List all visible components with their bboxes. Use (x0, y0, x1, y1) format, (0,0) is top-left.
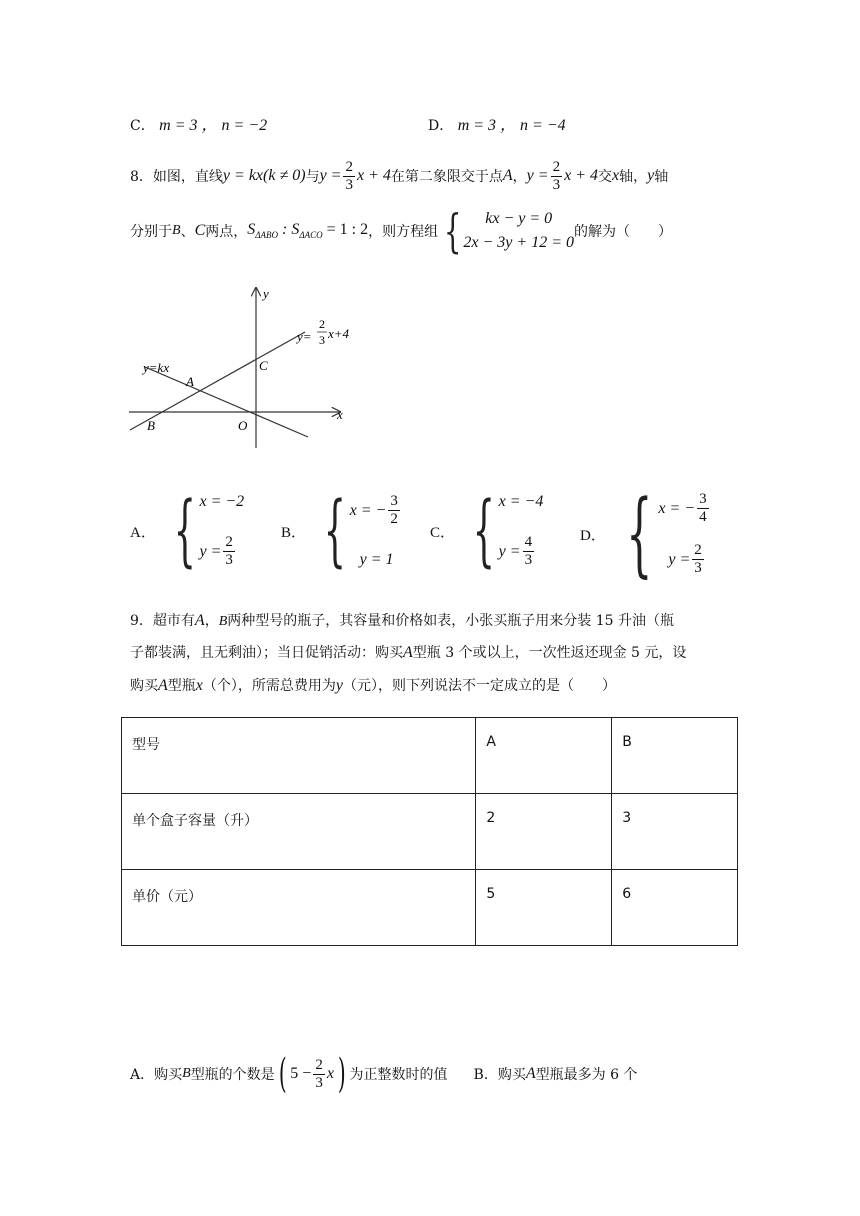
stem-text: 两点， (205, 224, 248, 240)
option-text: 型瓶最多为 6 个 (535, 1067, 638, 1083)
table-cell: 2 (476, 794, 612, 870)
table-cell: 6 (612, 870, 738, 946)
area-ratio-value: = 1 : 2 (322, 221, 369, 239)
line-label-rhs: x+4 (328, 326, 350, 341)
bottle-table (121, 717, 738, 946)
fraction (313, 1057, 325, 1092)
table-row (122, 718, 738, 794)
stem-text: 购买 (130, 678, 158, 694)
point-b-label: B (147, 418, 155, 433)
fraction-num: 4 (524, 534, 533, 550)
table-row (122, 870, 738, 946)
equation: kx − y = 0 (485, 210, 553, 227)
option-label: A． (130, 524, 156, 541)
area-ratio (247, 221, 368, 240)
table-cell: 3 (612, 794, 738, 870)
math-var: x (326, 1065, 334, 1082)
math-var: B (218, 614, 228, 629)
option-x: x = −2 (199, 493, 245, 510)
point-label: B (172, 223, 181, 238)
option-x (658, 491, 710, 526)
stem-text: 子都装满，且无剩油）；当日促销活动：购买 (130, 645, 403, 661)
q9-stem-line1 (130, 610, 674, 630)
fraction-den: 3 (524, 552, 533, 568)
q8-option-b (281, 486, 402, 576)
fraction-den: 3 (552, 176, 561, 193)
option-text: m = 3 ， n = −4 (457, 117, 566, 134)
stem-text: ， (204, 613, 219, 629)
q7-option-d (428, 112, 566, 135)
option-label: D． (428, 118, 454, 134)
equation-system (438, 204, 574, 258)
table-cell: 单个盒子容量（升） (122, 794, 476, 870)
right-paren-icon: ) (337, 1051, 346, 1097)
option-x: x = −4 (498, 493, 544, 510)
stem-text: （个），所需总费用为 (202, 678, 336, 694)
q8-option-c (430, 486, 544, 576)
brace-icon: { (443, 204, 462, 258)
q9-stem-line3 (130, 675, 616, 695)
option-x-lhs: x = − (349, 501, 387, 519)
fraction-num: 3 (699, 491, 707, 507)
fraction-num: 2 (225, 534, 233, 550)
option-y (658, 542, 710, 577)
stem-text: 、 (180, 224, 195, 240)
point-label: C (194, 222, 206, 239)
line-label-den: 3 (319, 333, 325, 347)
stem-text: 交 (597, 169, 612, 185)
math-var: y (647, 167, 655, 184)
line-2-3x-plus-4 (130, 332, 305, 430)
stem-text: 轴， (619, 169, 648, 185)
area-sub: ΔACO (299, 230, 323, 241)
fraction (692, 542, 704, 577)
area-symbol: : S (278, 221, 300, 239)
option-y-lhs: y = (498, 542, 521, 560)
math-var: x (195, 677, 203, 694)
kx-label: y=kx (143, 360, 170, 375)
math-expr: y = kx(k ≠ 0) (222, 167, 306, 184)
stem-text: 9．超市有 (130, 613, 195, 629)
table-row (122, 794, 738, 870)
brace-icon: { (625, 480, 653, 587)
math-var: B (182, 1066, 191, 1081)
option-text: B．购买 (473, 1067, 526, 1083)
fraction-num: 2 (552, 158, 561, 175)
fraction (388, 493, 400, 528)
fraction (551, 159, 563, 194)
stem-text: 与 (305, 169, 320, 185)
option-y (199, 534, 244, 569)
line-kx (145, 367, 308, 437)
fraction-num: 2 (345, 158, 353, 175)
brace-icon: { (173, 486, 196, 576)
math-var: A (525, 1065, 536, 1082)
option-y: y = 1 (359, 551, 394, 568)
stem-text: 如图，直线 (152, 169, 223, 185)
table-cell: 单价（元） (122, 870, 476, 946)
option-label: B． (281, 524, 307, 541)
option-y-lhs: y = (199, 542, 222, 560)
option-x (350, 493, 402, 528)
table-cell: A (476, 718, 612, 794)
fraction (223, 534, 235, 569)
stem-text: 型瓶 3 个或以上，一次性返还现金 5 元，设 (412, 645, 687, 661)
fraction-den: 2 (390, 511, 398, 527)
fraction (343, 159, 355, 194)
left-paren-icon: ( (278, 1051, 287, 1097)
math-expr: y = (319, 167, 342, 184)
option-label: D． (580, 527, 606, 544)
brace-icon: { (472, 486, 496, 576)
point-c-label: C (259, 358, 268, 373)
fraction-den: 3 (315, 1074, 323, 1091)
fraction-num: 3 (390, 493, 398, 509)
fraction-num: 2 (694, 542, 702, 558)
coordinate-figure (125, 280, 365, 455)
option-text: m = 3 ， n = −2 (159, 117, 268, 134)
fraction (697, 491, 709, 526)
math-expr: 5 − (290, 1065, 312, 1082)
q7-option-c (130, 112, 267, 135)
question-number: 8． (130, 169, 153, 185)
option-label: C． (130, 118, 155, 134)
q9-option-a (130, 1052, 637, 1096)
stem-text: 两种型号的瓶子，其容量和价格如表，小张买瓶子用来分装 15 升油（瓶 (227, 613, 674, 629)
q8-stem-line2 (130, 206, 672, 256)
math-expr: x + 4 (356, 167, 391, 184)
fraction-num: 2 (315, 1056, 323, 1073)
stem-text: ，则方程组 (368, 224, 439, 240)
table-cell: 5 (476, 870, 612, 946)
equation: 2x − 3y + 12 = 0 (463, 234, 574, 251)
table-cell: B (612, 718, 738, 794)
option-text: A．购买 (130, 1067, 183, 1083)
math-expr: y = (526, 167, 549, 184)
fraction-den: 3 (345, 176, 353, 193)
q8-option-a (130, 486, 245, 576)
stem-text: 分别于 (130, 224, 172, 240)
point-a-label: A (186, 374, 194, 389)
option-text: 为正整数时的值 (349, 1067, 448, 1083)
stem-text: 轴 (654, 169, 669, 185)
origin-label: O (238, 418, 248, 433)
table-cell: 型号 (122, 718, 476, 794)
fraction (523, 534, 535, 569)
brace-icon: { (323, 486, 347, 576)
line-label-num: 2 (319, 317, 325, 331)
stem-text: ， (512, 169, 527, 185)
option-text: 型瓶的个数是 (190, 1067, 275, 1083)
q9-stem-line2 (130, 642, 686, 662)
math-var: A (158, 677, 168, 694)
fraction-den: 4 (699, 509, 707, 525)
fraction-den: 3 (694, 560, 702, 576)
option-y (499, 534, 544, 569)
option-x-lhs: x = − (658, 499, 696, 517)
line-label-lhs: y= (297, 329, 312, 344)
stem-text: （元），则下列说法不一定成立的是（ ） (343, 678, 616, 694)
option-label: C． (430, 524, 456, 541)
q8-option-d (580, 480, 711, 587)
area-symbol: S (247, 221, 256, 239)
stem-text: 的解为（ ） (573, 224, 672, 240)
math-expr: x + 4 (564, 167, 598, 184)
stem-text: 型瓶 (167, 678, 196, 694)
y-axis-label: y (263, 286, 269, 301)
option-y-lhs: y = (668, 550, 691, 568)
q8-stem-line1 (130, 156, 668, 196)
math-var: x (611, 167, 620, 184)
point-label: A (502, 167, 513, 184)
math-var: y (335, 677, 343, 694)
math-var: A (194, 612, 205, 629)
x-axis-label: x (337, 407, 343, 422)
fraction-den: 3 (225, 552, 233, 568)
area-sub: ΔABO (255, 230, 279, 241)
math-var: A (403, 644, 413, 661)
stem-text: 在第二象限交于点 (390, 169, 503, 185)
